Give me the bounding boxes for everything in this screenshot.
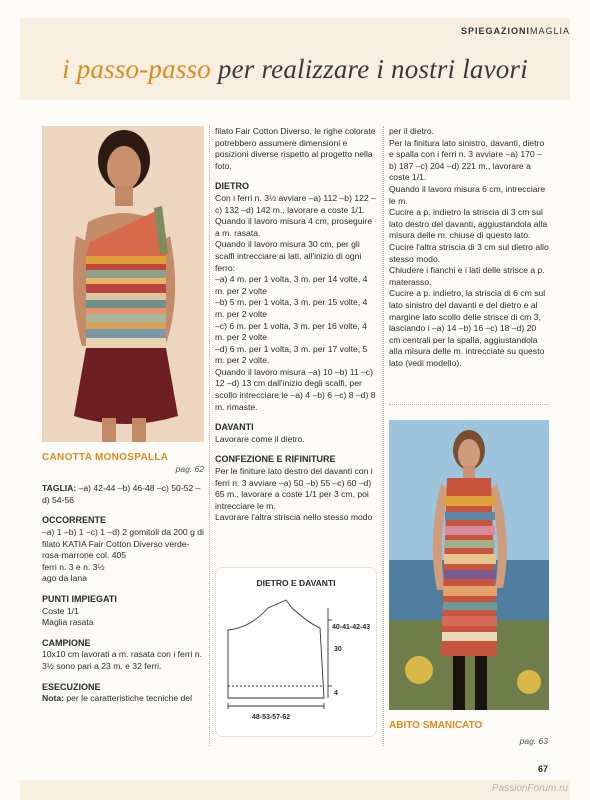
back-step: –c) 6 m. per 1 volta, 3 m. per 16 volte, 4 m. per 2 volte (215, 320, 367, 343)
dress-page-reference: pag. 63 (519, 736, 548, 746)
materials-heading: OCCORRENTE (42, 515, 107, 526)
stitch-rib: Coste 1/1 (42, 605, 79, 616)
tank-top-photo (42, 126, 204, 442)
right-text: Quando il lavoro misura 6 cm, intrecciare le m. (389, 183, 546, 206)
size-line: TAGLIA: –a) 42-44 –b) 46-48 –c) 50-52 –d) 54-56 (42, 483, 201, 505)
materials-yarn: –a) 1 –b) 1 –c) 1 –d) 2 gomitoli da 200 g di filato KATIA Fair Cotton Diverso verde-rosa-marrone col. 405 (42, 526, 204, 561)
title-accent: i passo-passo (62, 54, 211, 84)
right-text: Chiudere i fianchi e i lati delle strisce a p. materasso. (389, 265, 545, 287)
right-text: Cucire a p. indietro, la striscia di 6 cm sul lato sinistro del davanti e del dietro e al margine lato scollo delle strisce di cm 3, lasciando i –a) 14 –b) 16 –c) 18 –d) 20 cm centrali per la spalla, aggiustandola alla misura delle m. intrecciate su questo lato (vedi modello). (389, 288, 546, 368)
dress-title: ABITO SMANICATO (389, 720, 483, 731)
left-column (42, 126, 204, 705)
title-rest: per realizzare i nostri lavori (210, 54, 528, 84)
section-label: SPIEGAZIONIMAGLIA (460, 26, 570, 36)
striped-dress (441, 478, 497, 656)
page-title (0, 54, 590, 85)
schematic-drawing (216, 568, 378, 738)
column-divider (383, 126, 384, 746)
right-text: Per la finitura lato sinistro, davanti, dietro e spalla con i ferri n. 3 avviare –a) 170 –b) 187 –c) 204 –d) 221 m., lavorare a coste 1/1. (389, 137, 545, 183)
schematic-title: DIETRO E DAVANTI (256, 578, 336, 588)
finishing-text-2: Lavorare l'altra striscia nello stesso modo (215, 512, 373, 523)
execution-heading: ESECUZIONE (42, 681, 101, 692)
dim-rib: 4 (334, 690, 338, 697)
back-heading: DIETRO (215, 181, 250, 192)
model-illustration (42, 126, 204, 442)
materials-needle: ago da lana (42, 573, 87, 584)
back-step: –d) 6 m. per 1 volta, 3 m. per 17 volte, 5 m. per 2 volte. (215, 343, 368, 366)
back-step: Quando il lavoro misura 30 cm, per gli scalfi intrecciare ai lati, all'inizio di ogni ferro: (215, 239, 362, 273)
pattern-schematic (215, 567, 377, 737)
front-heading: DAVANTI (215, 422, 254, 433)
middle-column (215, 126, 377, 524)
stitch-stockinette: Maglia rasata (42, 617, 94, 628)
project-title: CANOTTA MONOSPALLA (42, 452, 169, 463)
stitches-heading: PUNTI IMPIEGATI (42, 593, 117, 604)
back-step: Con i ferri n. 3½ avviare –a) 112 –b) 122 –c) 132 –d) 142 m., lavorare a coste 1/1. (215, 192, 376, 215)
front-text: Lavorare come il dietro. (215, 433, 305, 444)
section-divider (389, 404, 549, 405)
back-step: –b) 5 m. per 1 volta, 3 m. per 15 volte, 4 m. per 2 volte (215, 297, 368, 319)
skirt (74, 348, 178, 424)
dress-photo (389, 420, 549, 710)
back-step: Quando il lavoro misura –a) 10 –b) 11 –c) 12 –d) 13 cm dall'inizio degli scalfi, per scollo intrecciare le –a) 4 –b) 6 –c) 8 –d) 8 m. rimaste. (215, 366, 376, 412)
dim-width: 48-53-57-62 (252, 714, 291, 721)
dress-illustration (389, 420, 549, 710)
materials-needles: ferri n. 3 e n. 3½ (42, 561, 105, 572)
gauge-heading: CAMPIONE (42, 637, 91, 648)
column-divider (209, 126, 210, 746)
dim-top: 40-41-42-43 (332, 624, 371, 631)
watermark: PassionForum.ru (491, 783, 568, 794)
finishing-text: Per le finiture lato destro del davanti con i ferri n. 3 avviare –a) 50 –b) 55 –c) 60 –d) 65 m., lavorare a coste 1/1 per 3 cm, poi intrecciare le m. (215, 466, 373, 511)
back-step: Quando il lavoro misura 4 cm, proseguire a m. rasata. (215, 216, 373, 238)
gauge-text: 10x10 cm lavorati a m. rasata con i ferri n. 3½ sono pari a 23 m. e 32 ferri. (42, 649, 203, 671)
intro-text: filato Fair Cotton Diverso, le righe colorate potrebbero assumere dimensioni e posizioni diverse rispetto al progetto nella foto. (215, 126, 376, 171)
note-text: Nota: per le caratteristiche tecniche del (42, 693, 192, 704)
right-column (389, 126, 549, 369)
right-text: Cucire l'altra striscia di 3 cm sul dietro allo stesso modo. (389, 241, 549, 264)
page-number: 67 (537, 764, 548, 774)
footer-band (20, 780, 570, 800)
dim-height: 30 (334, 646, 342, 653)
page-reference: pag. 62 (175, 463, 204, 474)
right-text: per il dietro. (389, 126, 434, 136)
right-text: Cucire a p. indietro la striscia di 3 cm sul lato destro del davanti, aggiustandola alla misura delle m. chiuse di questo lato. (389, 207, 548, 241)
back-step: –a) 4 m. per 1 volta, 3 m. per 14 volte, 4 m. per 2 volte (215, 274, 368, 296)
finishing-heading: CONFEZIONE E RIFINITURE (215, 454, 336, 465)
